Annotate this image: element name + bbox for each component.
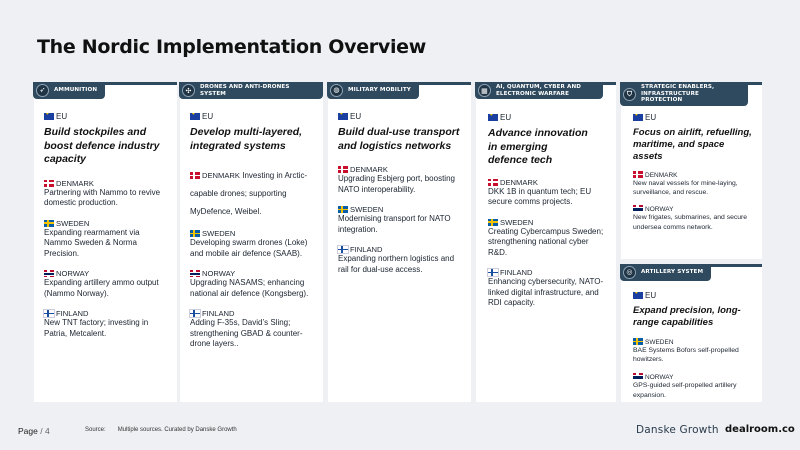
country-entry (488, 268, 608, 309)
country-text: Upgrading Esbjerg port, boosting NATO interoperability. (338, 174, 455, 194)
page-number: 4 (44, 426, 50, 436)
denmark-flag-icon (44, 180, 54, 187)
country-text: Modernising transport for NATO integration. (338, 214, 451, 234)
country-name: DENMARK (645, 172, 678, 179)
country-text: Expanding artillery ammo output (Nammo Norway). (44, 278, 159, 298)
country-name: SWEDEN (56, 218, 90, 228)
country-text: DKK 1B in quantum tech; EU secure comms projects. (488, 186, 592, 206)
country-entry (633, 373, 754, 399)
eu-flag-icon (488, 114, 498, 121)
country-text: Partnering with Nammo to revive domestic production. (44, 187, 161, 207)
country-name: NORWAY (645, 374, 674, 382)
country-entry (190, 165, 315, 219)
card-tab (179, 82, 323, 99)
eu-label: EU (202, 112, 214, 121)
page-separator: / (37, 426, 45, 436)
eu-flag-icon (44, 113, 54, 120)
country-text: BAE Systems Bofors self-propelled howitzers. (633, 347, 739, 364)
card-ammunition (34, 82, 177, 402)
country-entry (338, 165, 463, 195)
country-text: GPS-guided self-propelled artillery expansion. (633, 382, 737, 399)
country-entry (338, 245, 463, 275)
eu-flag-icon (190, 113, 200, 120)
country-name: FINLAND (500, 268, 533, 277)
page-indicator (18, 426, 50, 436)
country-text: Expanding rearmament via Nammo Sweden & Norma Precision. (44, 227, 140, 258)
country-name: SWEDEN (202, 229, 236, 238)
card-headline: Expand precision, long-range capabilities (633, 305, 741, 328)
eu-label: EU (645, 113, 657, 122)
source-label: Source: (85, 427, 106, 433)
country-text: New frigates, submarines, and secure undersea comms network. (633, 214, 748, 231)
card-tab-label: MILITARY MOBILITY (348, 87, 411, 94)
card-headline: Advance innovation in emerging defence tech (488, 127, 588, 166)
card-headline: Build stockpiles and boost defence industry capacity (44, 126, 160, 165)
chip-icon: ▦ (478, 84, 491, 97)
eu-label: EU (350, 112, 362, 121)
card-ai-quantum-cyber (476, 82, 616, 402)
dealroom-logo: dealroom.co (725, 424, 795, 435)
country-entry (633, 338, 754, 364)
country-name: SWEDEN (350, 205, 384, 214)
rocket-icon: ➶ (36, 84, 49, 97)
country-entry (44, 219, 169, 260)
country-name: NORWAY (202, 269, 236, 278)
finland-flag-icon (44, 310, 54, 317)
country-text: Enhancing cybersecurity, NATO-linked digital infrastructure, and RDI capacity. (488, 277, 604, 307)
country-text: Upgrading NASAMS; enhancing national air defence (Kongsberg). (190, 278, 309, 298)
country-entry (44, 269, 169, 299)
drone-icon: ✣ (182, 84, 195, 97)
card-tab (620, 82, 748, 106)
country-text: Adding F-35s, David’s Sling; strengthening GBAD & counter-drone layers.. (190, 318, 303, 348)
sweden-flag-icon (190, 230, 200, 237)
country-entry (44, 179, 169, 209)
country-text: Investing in Arctic-capable drones; supporting MyDefence, Weibel. (190, 171, 308, 216)
danske-growth-logo: Danske Growth (636, 424, 719, 436)
country-entry (44, 309, 169, 339)
country-entry (488, 178, 608, 208)
finland-flag-icon (338, 246, 348, 253)
eu-label: EU (500, 113, 512, 122)
card-tab-label: ARTILLERY SYSTEM (641, 269, 704, 276)
country-name: NORWAY (56, 269, 90, 278)
card-drones (180, 82, 323, 402)
country-text: New naval vessels for mine-laying, surveillance, and rescue. (633, 180, 738, 197)
card-tab (620, 264, 711, 281)
country-name: NORWAY (645, 206, 674, 214)
country-text: Creating Cybercampus Sweden; strengthening national cyber R&D. (488, 226, 604, 257)
country-name: FINLAND (56, 309, 89, 318)
country-entry (633, 171, 754, 197)
card-tab (475, 82, 603, 99)
card-headline: Build dual-use transport and logistics networks (338, 126, 460, 152)
card-tab-label: DRONES AND ANTI-DRONES SYSTEM (200, 84, 290, 97)
norway-flag-icon (190, 270, 200, 277)
page-title: The Nordic Implementation Overview (37, 36, 427, 58)
card-tab-label: STRATEGIC ENABLERS, INFRASTRUCTURE PROTECTION (641, 84, 715, 104)
country-name: DENMARK (350, 165, 388, 174)
card-headline: Develop multi-layered, integrated systems (190, 126, 303, 152)
country-text: New TNT factory; investing in Patria, Metcalent. (44, 318, 149, 338)
norway-flag-icon (633, 205, 643, 212)
page-label: Page (18, 426, 38, 436)
norway-flag-icon (633, 373, 643, 380)
card-tab (327, 82, 419, 99)
eu-flag-icon (633, 292, 643, 299)
country-name: DENMARK (202, 171, 240, 180)
country-entry (633, 205, 754, 231)
finland-flag-icon (190, 310, 200, 317)
source-text: Multiple sources. Curated by Danske Growth (117, 427, 237, 433)
card-tab (33, 82, 105, 99)
eu-flag-icon (633, 114, 643, 121)
country-name: FINLAND (202, 309, 235, 318)
country-entry (338, 205, 463, 235)
norway-flag-icon (44, 270, 54, 277)
country-name (190, 171, 240, 180)
country-name: DENMARK (500, 177, 538, 187)
target-icon: ◎ (623, 266, 636, 279)
country-text: Developing swarm drones (Loke) and mobile air defence (SAAB). (190, 238, 308, 258)
card-headline: Focus on airlift, refuelling, maritime, and space assets (633, 127, 752, 162)
country-entry (190, 229, 315, 259)
denmark-flag-icon (488, 179, 498, 186)
source-note (85, 427, 237, 433)
country-name: FINLAND (350, 245, 383, 254)
shield-icon: ⛉ (623, 88, 636, 101)
card-tab-label: AMMUNITION (54, 87, 98, 94)
country-entry (190, 309, 315, 350)
country-entry (190, 269, 315, 299)
card-tab-label: AI, QUANTUM, CYBER AND ELECTRONIC WARFARE (496, 84, 581, 97)
card-military-mobility (328, 82, 471, 402)
sweden-flag-icon (633, 338, 643, 345)
globe-icon: ◍ (330, 84, 343, 97)
eu-flag-icon (338, 113, 348, 120)
denmark-flag-icon (190, 172, 200, 179)
eu-label: EU (645, 291, 657, 300)
sweden-flag-icon (488, 219, 498, 226)
sweden-flag-icon (338, 206, 348, 213)
country-text: Expanding northern logistics and rail for dual-use access. (338, 254, 455, 274)
country-name: SWEDEN (500, 217, 534, 227)
card-strategic-enablers (621, 82, 762, 259)
country-entry (488, 218, 608, 259)
country-name: DENMARK (56, 178, 94, 188)
card-artillery (621, 264, 762, 402)
eu-label: EU (56, 112, 68, 121)
denmark-flag-icon (633, 171, 643, 178)
country-name: SWEDEN (645, 339, 674, 346)
finland-flag-icon (488, 269, 498, 276)
sweden-flag-icon (44, 220, 54, 227)
denmark-flag-icon (338, 166, 348, 173)
